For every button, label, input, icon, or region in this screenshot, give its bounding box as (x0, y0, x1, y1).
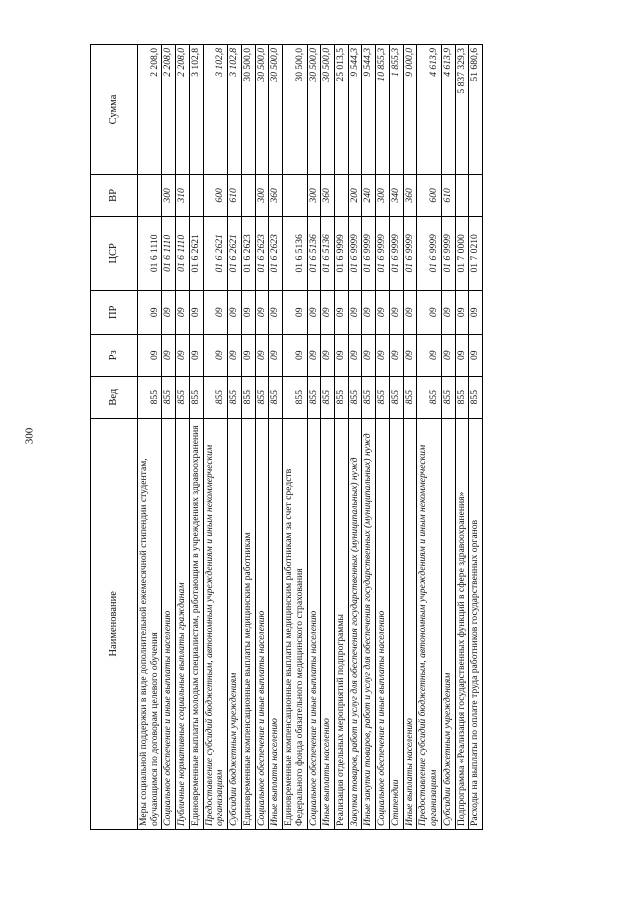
row-ved: 855 (176, 376, 190, 418)
table-row (189, 45, 203, 830)
row-csr: 01 6 2621 (189, 216, 203, 290)
row-name: Иные выплаты населению (269, 418, 283, 829)
row-csr: 01 6 1110 (176, 216, 190, 290)
row-pr: 09 (138, 290, 162, 334)
table-row (376, 45, 390, 830)
row-pr: 09 (162, 290, 176, 334)
row-ved: 855 (255, 376, 269, 418)
table-row (441, 45, 455, 830)
row-sum: 9 544,3 (348, 45, 362, 175)
header-ved: Вед (91, 376, 138, 418)
row-csr: 01 6 5136 (307, 216, 321, 290)
row-sum: 30 500,0 (283, 45, 307, 175)
row-ved: 855 (138, 376, 162, 418)
row-rz: 09 (255, 334, 269, 376)
header-pr: ПР (91, 290, 138, 334)
row-sum: 2 208,0 (176, 45, 190, 175)
budget-table (90, 44, 483, 830)
row-vr (283, 174, 307, 216)
row-pr: 09 (469, 290, 483, 334)
row-csr: 01 6 5136 (283, 216, 307, 290)
row-rz: 09 (376, 334, 390, 376)
row-rz: 09 (321, 334, 335, 376)
row-name: Иные закупки товаров, работ и услуг для обеспечения государственных (муниципальных) нужд (362, 418, 376, 829)
row-ved: 855 (441, 376, 455, 418)
row-name: Подпрограмма «Реализация государственных функций в сфере здравоохранения» (455, 418, 469, 829)
row-rz: 09 (417, 334, 441, 376)
row-sum: 3 102,8 (203, 45, 227, 175)
row-vr: 300 (255, 174, 269, 216)
row-pr: 09 (189, 290, 203, 334)
table-row (162, 45, 176, 830)
row-ved: 855 (203, 376, 227, 418)
table-row (469, 45, 483, 830)
row-ved: 855 (417, 376, 441, 418)
row-vr: 360 (403, 174, 417, 216)
row-pr: 09 (269, 290, 283, 334)
row-csr: 01 6 2621 (203, 216, 227, 290)
row-vr: 340 (389, 174, 403, 216)
row-pr: 09 (417, 290, 441, 334)
row-rz: 09 (269, 334, 283, 376)
row-ved: 855 (307, 376, 321, 418)
row-pr: 09 (255, 290, 269, 334)
row-sum: 30 500,0 (241, 45, 255, 175)
row-pr: 09 (228, 290, 242, 334)
row-sum: 30 500,0 (269, 45, 283, 175)
row-sum: 9 000,0 (403, 45, 417, 175)
row-ved: 855 (348, 376, 362, 418)
row-pr: 09 (403, 290, 417, 334)
row-name: Субсидии бюджетным учреждениям (228, 418, 242, 829)
row-pr: 09 (348, 290, 362, 334)
row-name: Меры социальной поддержки в виде дополнительной ежемесячной стипендии студентам, обучающимся по договорам целевого обучения (138, 418, 162, 829)
row-sum: 2 208,0 (162, 45, 176, 175)
table-row (389, 45, 403, 830)
row-sum: 51 680,6 (469, 45, 483, 175)
row-rz: 09 (307, 334, 321, 376)
row-name: Закупка товаров, работ и услуг для обеспечения государственных (муниципальных) нужд (348, 418, 362, 829)
table-row (335, 45, 349, 830)
header-csr: ЦСР (91, 216, 138, 290)
table-row (403, 45, 417, 830)
row-csr: 01 7 0000 (455, 216, 469, 290)
row-vr: 360 (321, 174, 335, 216)
row-csr: 01 6 9999 (417, 216, 441, 290)
table-body (138, 45, 483, 830)
table-row (348, 45, 362, 830)
row-ved: 855 (269, 376, 283, 418)
table-header-row (91, 45, 138, 830)
table-row (203, 45, 227, 830)
row-sum: 5 837 329,3 (455, 45, 469, 175)
row-sum: 4 613,9 (441, 45, 455, 175)
row-name: Единовременные компенсационные выплаты медицинским работникам за счет средств Федерального фонда обязательного медицинского страхования (283, 418, 307, 829)
row-name: Публичные нормативные социальные выплаты гражданам (176, 418, 190, 829)
row-vr: 600 (417, 174, 441, 216)
row-rz: 09 (283, 334, 307, 376)
row-rz: 09 (228, 334, 242, 376)
row-ved: 855 (335, 376, 349, 418)
row-vr: 360 (269, 174, 283, 216)
table-row (255, 45, 269, 830)
row-csr: 01 6 9999 (362, 216, 376, 290)
table-row (228, 45, 242, 830)
row-vr: 300 (307, 174, 321, 216)
row-sum: 1 855,3 (389, 45, 403, 175)
row-pr: 09 (241, 290, 255, 334)
table-row (241, 45, 255, 830)
row-ved: 855 (403, 376, 417, 418)
row-ved: 855 (389, 376, 403, 418)
row-pr: 09 (321, 290, 335, 334)
row-vr (335, 174, 349, 216)
row-rz: 09 (241, 334, 255, 376)
row-rz: 09 (362, 334, 376, 376)
row-pr: 09 (176, 290, 190, 334)
header-name: Наименование (91, 418, 138, 829)
table-row (138, 45, 162, 830)
row-name: Социальное обеспечение и иные выплаты населению (307, 418, 321, 829)
row-name: Иные выплаты населению (403, 418, 417, 829)
row-csr: 01 6 9999 (441, 216, 455, 290)
row-csr: 01 6 5136 (321, 216, 335, 290)
row-csr: 01 6 9999 (335, 216, 349, 290)
rotated-page (90, 44, 640, 830)
row-rz: 09 (189, 334, 203, 376)
row-sum: 3 102,8 (189, 45, 203, 175)
row-rz: 09 (389, 334, 403, 376)
row-name: Расходы на выплаты по оплате труда работников государственных органов (469, 418, 483, 829)
header-rz: Рз (91, 334, 138, 376)
row-csr: 01 6 9999 (348, 216, 362, 290)
row-pr: 09 (307, 290, 321, 334)
row-name: Предоставление субсидий бюджетным, автономным учреждениям и иным некоммерческим организациям (417, 418, 441, 829)
row-vr (138, 174, 162, 216)
row-pr: 09 (455, 290, 469, 334)
page-number: 300 (23, 427, 36, 445)
row-pr: 09 (283, 290, 307, 334)
row-csr: 01 6 9999 (376, 216, 390, 290)
row-vr: 610 (441, 174, 455, 216)
row-vr (469, 174, 483, 216)
row-ved: 855 (455, 376, 469, 418)
table-row (417, 45, 441, 830)
row-sum: 30 500,0 (255, 45, 269, 175)
row-vr: 240 (362, 174, 376, 216)
row-sum: 4 613,9 (417, 45, 441, 175)
row-pr: 09 (441, 290, 455, 334)
row-rz: 09 (441, 334, 455, 376)
row-sum: 25 013,5 (335, 45, 349, 175)
row-csr: 01 7 0210 (469, 216, 483, 290)
row-vr: 200 (348, 174, 362, 216)
row-ved: 855 (469, 376, 483, 418)
row-csr: 01 6 2623 (255, 216, 269, 290)
row-csr: 01 6 2623 (269, 216, 283, 290)
row-rz: 09 (176, 334, 190, 376)
row-name: Реализация отдельных мероприятий подпрограммы (335, 418, 349, 829)
row-name: Социальное обеспечение и иные выплаты населению (376, 418, 390, 829)
row-ved: 855 (283, 376, 307, 418)
row-vr: 300 (376, 174, 390, 216)
row-csr: 01 6 9999 (389, 216, 403, 290)
row-csr: 01 6 1110 (138, 216, 162, 290)
row-sum: 30 500,0 (307, 45, 321, 175)
row-vr (241, 174, 255, 216)
row-ved: 855 (241, 376, 255, 418)
row-vr: 610 (228, 174, 242, 216)
row-sum: 3 102,8 (228, 45, 242, 175)
row-name: Социальное обеспечение и иные выплаты населению (162, 418, 176, 829)
row-rz: 09 (348, 334, 362, 376)
table-row (307, 45, 321, 830)
row-ved: 855 (362, 376, 376, 418)
row-name: Иные выплаты населению (321, 418, 335, 829)
row-sum: 2 208,0 (138, 45, 162, 175)
table-row (176, 45, 190, 830)
row-vr (455, 174, 469, 216)
row-vr (189, 174, 203, 216)
row-name: Стипендии (389, 418, 403, 829)
row-name: Единовременные компенсационные выплаты медицинским работникам (241, 418, 255, 829)
row-sum: 10 855,3 (376, 45, 390, 175)
row-pr: 09 (389, 290, 403, 334)
row-csr: 01 6 2621 (228, 216, 242, 290)
row-ved: 855 (321, 376, 335, 418)
row-ved: 855 (189, 376, 203, 418)
row-rz: 09 (403, 334, 417, 376)
row-pr: 09 (362, 290, 376, 334)
row-pr: 09 (203, 290, 227, 334)
row-vr: 310 (176, 174, 190, 216)
row-name: Единовременные выплаты молодым специалистам, работающим в учреждениях здравоохранения (189, 418, 203, 829)
row-sum: 30 500,0 (321, 45, 335, 175)
row-rz: 09 (203, 334, 227, 376)
row-ved: 855 (228, 376, 242, 418)
table-row (362, 45, 376, 830)
row-csr: 01 6 2623 (241, 216, 255, 290)
row-rz: 09 (138, 334, 162, 376)
header-sum: Сумма (91, 45, 138, 175)
row-csr: 01 6 9999 (403, 216, 417, 290)
table-row (455, 45, 469, 830)
row-name: Субсидии бюджетным учреждениям (441, 418, 455, 829)
header-vr: ВР (91, 174, 138, 216)
row-rz: 09 (162, 334, 176, 376)
table-row (321, 45, 335, 830)
table-row (269, 45, 283, 830)
row-rz: 09 (455, 334, 469, 376)
row-rz: 09 (335, 334, 349, 376)
row-name: Предоставление субсидий бюджетным, автономным учреждениям и иным некоммерческим организациям (203, 418, 227, 829)
row-vr: 300 (162, 174, 176, 216)
row-rz: 09 (469, 334, 483, 376)
row-name: Социальное обеспечение и иные выплаты населению (255, 418, 269, 829)
row-vr: 600 (203, 174, 227, 216)
row-csr: 01 6 1110 (162, 216, 176, 290)
row-pr: 09 (376, 290, 390, 334)
row-sum: 9 544,3 (362, 45, 376, 175)
table-row (283, 45, 307, 830)
row-pr: 09 (335, 290, 349, 334)
row-ved: 855 (162, 376, 176, 418)
row-ved: 855 (376, 376, 390, 418)
